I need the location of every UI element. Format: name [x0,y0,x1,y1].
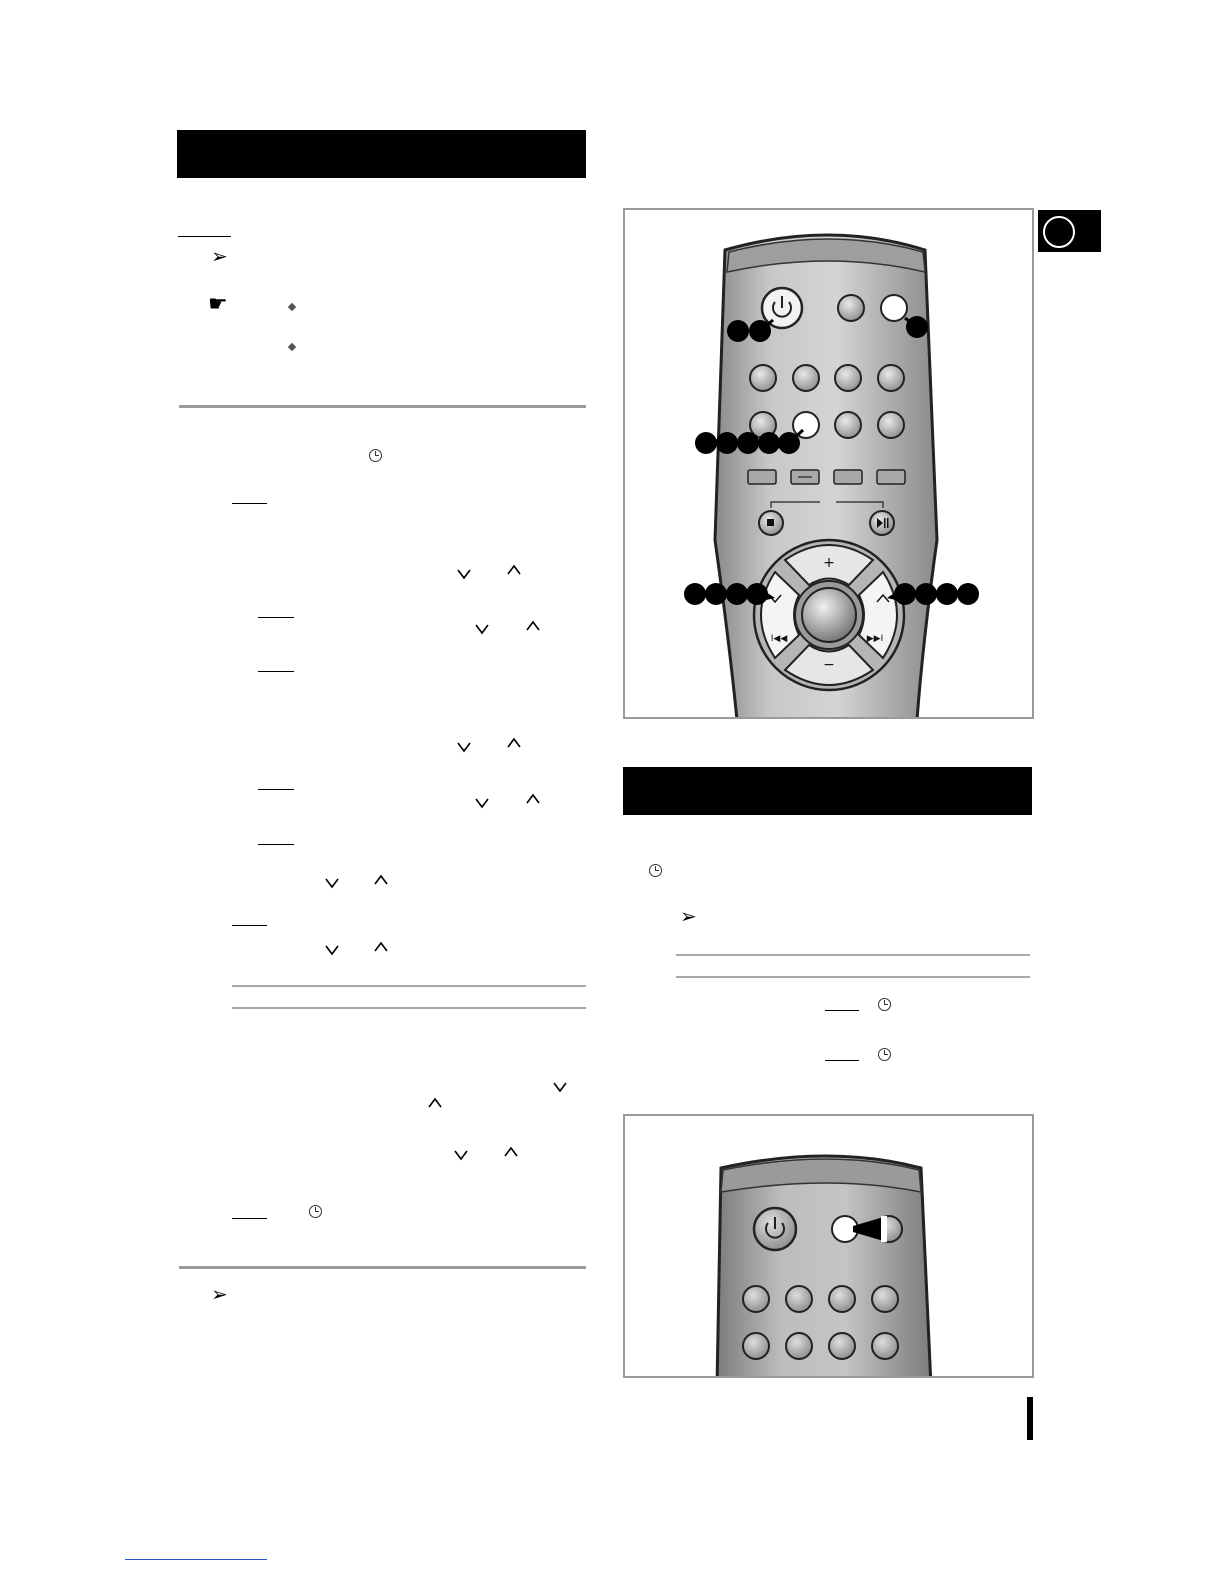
underline-step [232,1218,267,1219]
clock-icon [309,1205,322,1218]
svg-text:−: − [823,657,835,673]
section-divider [179,1266,586,1269]
chevron-down-icon [452,1148,470,1162]
chevron-up-icon [502,1145,520,1159]
arrow-pointer-icon: ➢ [680,906,697,928]
underline-step [232,925,267,926]
table-rule [232,985,586,987]
language-tab-circle [1043,216,1075,248]
page-edge-marker [1027,1397,1033,1440]
chevron-down-icon [551,1080,569,1094]
diamond-bullet-icon [288,303,296,311]
underline-step [258,671,294,672]
language-tab [1038,210,1101,252]
underline-step [258,617,294,618]
svg-text:+: + [823,555,835,571]
remote-control-image [625,1116,1032,1376]
section-divider [179,405,586,408]
underline-step [258,844,294,845]
underline-step [825,1060,859,1061]
underline-heading [178,236,231,237]
chevron-up-icon [524,619,542,633]
clock-icon [878,1048,891,1061]
table-rule [676,976,1030,978]
clock-icon [369,449,382,462]
pointing-hand-icon: ☛ [208,291,228,316]
chevron-up-icon [426,1096,444,1110]
chevron-down-icon [473,622,491,636]
svg-text:I◀◀: I◀◀ [770,634,788,644]
remote-control-image [625,210,1032,717]
section-title-bar-right [623,767,1032,815]
chevron-down-icon [455,567,473,581]
svg-text:▶▶I: ▶▶I [866,634,884,644]
arrow-pointer-icon: ➢ [211,1284,228,1306]
chevron-up-icon [505,563,523,577]
clock-icon [878,998,891,1011]
remote-illustration-main [623,208,1034,719]
chevron-down-icon [323,876,341,890]
remote-illustration-sleep [623,1114,1034,1378]
footer-link-underline[interactable] [125,1559,267,1560]
chevron-up-icon [505,736,523,750]
underline-step [232,503,267,504]
chevron-up-icon [372,873,390,887]
chevron-down-icon [473,796,491,810]
clock-icon [649,864,662,877]
table-rule [232,1007,586,1009]
diamond-bullet-icon [288,343,296,351]
chevron-up-icon [524,792,542,806]
chevron-up-icon [372,940,390,954]
chevron-down-icon [323,943,341,957]
chevron-down-icon [455,740,473,754]
underline-step [825,1010,859,1011]
section-title-bar-left [177,130,586,178]
table-rule [676,954,1030,956]
underline-step [258,789,294,790]
arrow-pointer-icon: ➢ [211,246,228,268]
